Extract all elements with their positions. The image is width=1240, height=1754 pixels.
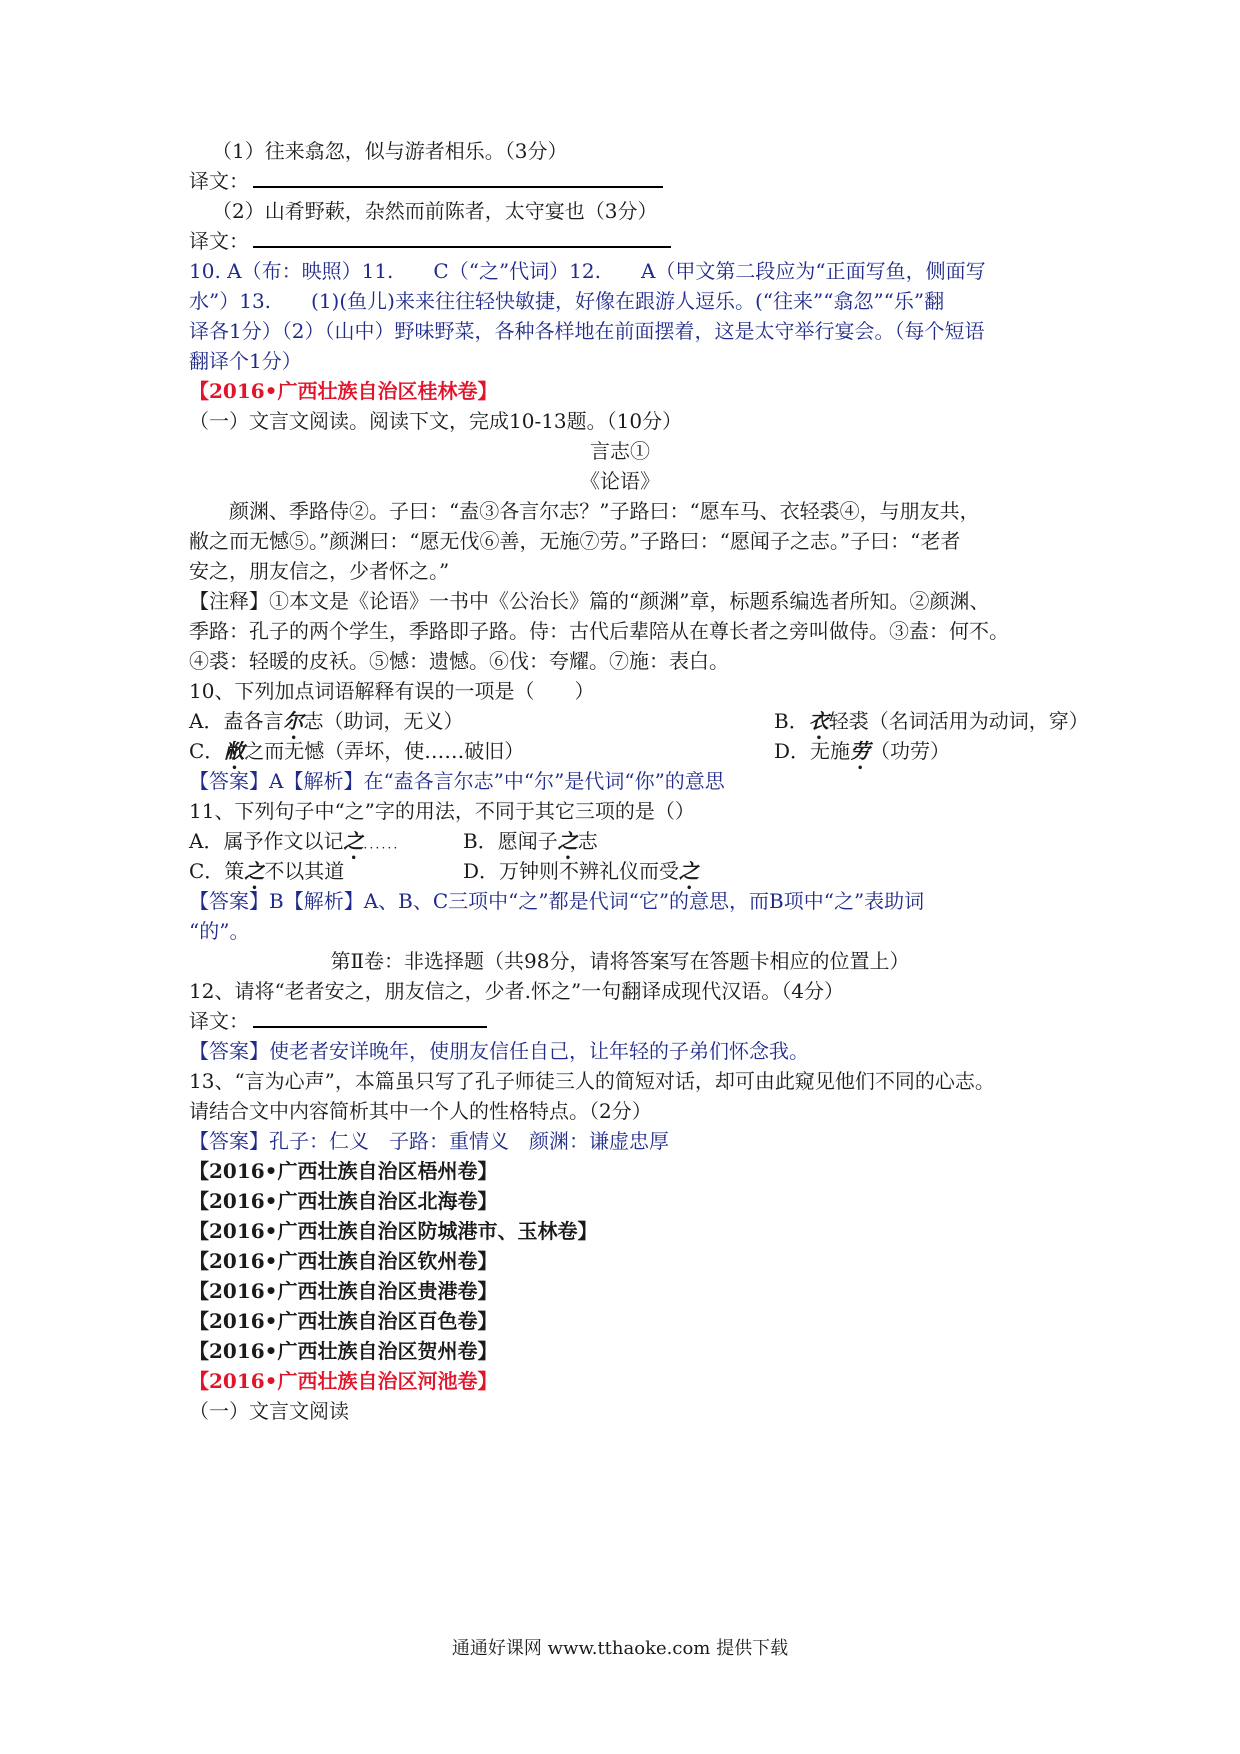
passage-title: 言志①: [590, 439, 650, 463]
passage-text: 敝之而无憾⑤。”颜渊曰：“愿无伐⑥善，无施⑦劳。”子路曰：“愿闻子之志。”子曰：“老者: [189, 529, 961, 553]
option-text: B．愿闻子: [463, 829, 558, 853]
answer-text: 【答案】B【解析】A、B、C三项中“之”都是代词“它”的意思，而B项中“之”表助词: [189, 889, 925, 913]
option-a[interactable]: [189, 829, 405, 853]
section-heading: 【2016•广西壮族自治区防城港市、玉林卷】: [189, 1219, 598, 1243]
dotted-char: 劳: [850, 739, 871, 763]
question-line: （1）往来翕忽，似与游者相乐。（3分）: [212, 139, 568, 163]
option-text: C．策: [189, 859, 245, 883]
option-text: 不以其道: [264, 859, 345, 883]
question-12: 12、请将“老者安之，朋友信之，少者.怀之”一句翻译成现代汉语。（4分）: [189, 979, 844, 1003]
answer-text: 翻译个1分）: [189, 349, 302, 373]
answer-text: 【答案】使老者安详晚年，使朋友信任自己，让年轻的子弟们怀念我。: [189, 1039, 809, 1063]
option-c[interactable]: [189, 739, 524, 763]
section-heading: 【2016•广西壮族自治区贵港卷】: [189, 1279, 498, 1303]
answer-blank[interactable]: [253, 185, 663, 188]
answer-text: 10. A（布：映照）11. C（“之”代词）12. A（甲文第二段应为“正面写鱼，侧面写: [189, 259, 986, 283]
passage-source: 《论语》: [580, 469, 660, 493]
option-text: 志（助词，无义）: [303, 709, 464, 733]
dotted-char: 之: [244, 859, 265, 883]
option-text: C．: [189, 739, 225, 763]
volume-heading: 第Ⅱ卷：非选择题（共98分，请将答案写在答题卡相应的位置上）: [330, 949, 910, 973]
section-heading: 【2016•广西壮族自治区河池卷】: [189, 1369, 498, 1393]
translation-label: 译文：: [189, 1009, 249, 1033]
notes-text: 【注释】①本文是《论语》一书中《公治长》篇的“颜渊”章，标题系编选者所知。②颜渊、: [189, 589, 990, 613]
question-10: 10、下列加点词语解释有误的一项是（ ）: [189, 679, 595, 703]
notes-text: ④裘：轻暖的皮袄。⑤憾：遗憾。⑥伐：夸耀。⑦施：表白。: [189, 649, 729, 673]
section-heading: 【2016•广西壮族自治区北海卷】: [189, 1189, 498, 1213]
translation-line: [189, 1006, 487, 1036]
question-11: 11、下列句子中“之”字的用法，不同于其它三项的是（）: [189, 799, 695, 823]
option-d[interactable]: [774, 736, 950, 774]
option-text: （功劳）: [870, 739, 951, 763]
dotted-char: 尔: [283, 709, 304, 733]
answer-blank[interactable]: [253, 1025, 487, 1028]
section-heading: 【2016•广西壮族自治区百色卷】: [189, 1309, 498, 1333]
option-a[interactable]: [189, 709, 463, 733]
translation-label: 译文：: [189, 169, 249, 193]
passage-text: 颜渊、季路侍②。子曰：“盍③各言尔志？”子路曰：“愿车马、衣轻裘④，与朋友共，: [189, 499, 980, 523]
option-text: A．盍各言: [189, 709, 284, 733]
section-heading: 【2016•广西壮族自治区贺州卷】: [189, 1339, 498, 1363]
answer-text: 【答案】A【解析】在“盍各言尔志”中“尔”是代词“你”的意思: [189, 769, 725, 793]
dots-decoration: ．．．．．．: [363, 837, 406, 851]
notes-text: 季路：孔子的两个学生，季路即子路。侍：古代后辈陪从在尊长者之旁叫做侍。③盍：何不。: [189, 619, 1009, 643]
answer-text: 水”）13. (1)(鱼儿)来来往往轻快敏捷，好像在跟游人逗乐。(“往来”“翕忽”“乐”翻: [189, 289, 945, 313]
answer-text: 译各1分）（2）（山中）野味野菜，各种各样地在前面摆着，这是太守举行宴会。（每个短语: [189, 319, 985, 343]
dotted-char: 之: [343, 829, 364, 853]
translation-line: [189, 166, 663, 196]
option-text: B．: [774, 709, 809, 733]
translation-label: 译文：: [189, 229, 249, 253]
question-line: （2）山肴野蔌，杂然而前陈者，太守宴也（3分）: [212, 199, 658, 223]
section-heading: 【2016•广西壮族自治区梧州卷】: [189, 1159, 498, 1183]
answer-text: 【答案】孔子：仁义 子路：重情义 颜渊：谦虚忠厚: [189, 1129, 669, 1153]
option-c[interactable]: [189, 859, 344, 883]
passage-text: 安之，朋友信之，少者怀之。”: [189, 559, 450, 583]
option-text: 轻裘（名词活用为动词，穿）: [828, 709, 1089, 733]
option-text: D．万钟则不辨礼仪而受: [463, 859, 680, 883]
option-text: 之而无憾（弄坏，使……破旧）: [244, 739, 525, 763]
question-intro: （一）文言文阅读: [189, 1399, 349, 1423]
dotted-char: 衣: [808, 709, 829, 733]
question-13: 13、“言为心声”，本篇虽只写了孔子师徒三人的简短对话，却可由此窥见他们不同的心志。: [189, 1069, 995, 1093]
option-text: A．属予作文以记: [189, 829, 344, 853]
option-text: 志: [577, 829, 598, 853]
section-heading: 【2016•广西壮族自治区钦州卷】: [189, 1249, 498, 1273]
answer-blank[interactable]: [253, 245, 671, 248]
question-intro: （一）文言文阅读。阅读下文，完成10-13题。（10分）: [189, 409, 683, 433]
page-footer: 通通好课网 www.tthaoke.com 提供下载: [451, 1638, 789, 1659]
dotted-char: 敝: [224, 739, 245, 763]
option-text: D．无施: [774, 739, 851, 763]
question-13: 请结合文中内容简析其中一个人的性格特点。（2分）: [189, 1099, 652, 1123]
section-heading: 【2016•广西壮族自治区桂林卷】: [189, 379, 498, 403]
dotted-char: 之: [679, 859, 700, 883]
translation-line: [189, 226, 671, 256]
dotted-char: 之: [557, 829, 578, 853]
answer-text: “的”。: [189, 919, 250, 943]
